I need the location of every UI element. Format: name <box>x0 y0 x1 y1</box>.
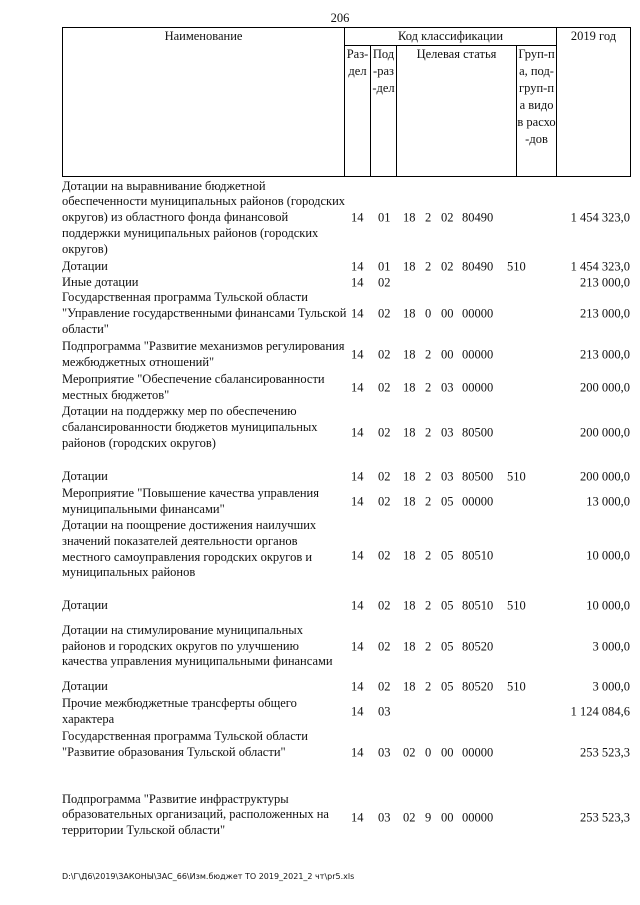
row-amount: 253 523,3 <box>580 745 630 760</box>
row-name: Дотации <box>62 598 108 613</box>
row-amount: 200 000,0 <box>580 425 630 440</box>
row-program: 18 <box>403 306 416 321</box>
table-row <box>62 485 630 518</box>
table-row <box>62 275 630 290</box>
row-section: 14 <box>351 469 364 483</box>
header-code: Код классификации <box>345 28 557 46</box>
row-amount: 1 454 323,0 <box>570 259 630 273</box>
table-row <box>62 178 630 258</box>
row-direction: 00000 <box>462 810 494 825</box>
row-program: 18 <box>403 380 416 394</box>
row-name: Мероприятие "Повышение качества управления муниципальными финансами" <box>62 485 319 516</box>
row-measure: 02 <box>441 259 454 273</box>
row-name: Мероприятие "Обеспечение сбалансированности местных бюджетов" <box>62 371 325 402</box>
row-subsection: 02 <box>378 275 391 289</box>
table-row <box>62 404 630 468</box>
row-program: 18 <box>403 679 416 694</box>
row-section: 14 <box>351 425 364 440</box>
row-subsection: 02 <box>378 347 391 361</box>
row-section: 14 <box>351 810 364 825</box>
row-amount: 213 000,0 <box>580 306 630 321</box>
row-amount: 3 000,0 <box>592 679 630 694</box>
row-subsection: 03 <box>378 810 391 825</box>
row-amount: 213 000,0 <box>580 347 630 361</box>
row-subsection: 01 <box>378 259 391 273</box>
row-name: Подпрограмма "Развитие инфраструктуры образовательных организаций, расположенных на территории Тульской области" <box>62 791 329 838</box>
table-row <box>62 338 630 371</box>
row-measure: 05 <box>441 639 454 653</box>
row-direction: 80490 <box>462 259 494 273</box>
row-subprogram: 2 <box>425 548 432 563</box>
row-direction: 00000 <box>462 347 494 361</box>
row-group: 510 <box>507 598 526 613</box>
row-direction: 80490 <box>462 210 494 225</box>
row-measure: 02 <box>441 210 454 225</box>
row-subsection: 02 <box>378 469 391 483</box>
row-amount: 1 454 323,0 <box>570 210 630 225</box>
row-amount: 200 000,0 <box>580 469 630 483</box>
table-row <box>62 679 630 695</box>
row-name: Дотации на стимулирование муниципальных районов и городских округов по улучшению качества управления муниципальными финансами <box>62 622 333 669</box>
row-group: 510 <box>507 259 526 273</box>
table-row <box>62 614 630 679</box>
row-measure: 00 <box>441 810 454 825</box>
row-name: Дотации <box>62 258 108 273</box>
row-measure: 00 <box>441 745 454 760</box>
row-program: 18 <box>403 639 416 653</box>
row-subprogram: 0 <box>425 745 432 760</box>
table-row <box>62 773 630 841</box>
row-subsection: 01 <box>378 210 391 225</box>
row-program: 18 <box>403 347 416 361</box>
row-group: 510 <box>507 679 526 694</box>
table-row <box>62 371 630 404</box>
row-measure: 03 <box>441 425 454 440</box>
row-subprogram: 2 <box>425 679 432 694</box>
table-row <box>62 598 630 614</box>
row-subsection: 03 <box>378 704 391 719</box>
file-path-footer: D:\Г\Д6\2019\ЗАКОНЫ\ЗАС_66\Изм.бюджет ТО 2019_2021_2 чт\pr5.xls <box>62 872 355 881</box>
row-subsection: 02 <box>378 380 391 394</box>
row-subsection: 02 <box>378 425 391 440</box>
row-subprogram: 2 <box>425 210 432 225</box>
table-row <box>62 729 630 773</box>
row-measure: 03 <box>441 380 454 394</box>
row-section: 14 <box>351 210 364 225</box>
row-subprogram: 2 <box>425 259 432 273</box>
row-subsection: 02 <box>378 679 391 694</box>
row-subprogram: 0 <box>425 306 432 321</box>
row-subprogram: 2 <box>425 425 432 440</box>
row-measure: 00 <box>441 347 454 361</box>
row-section: 14 <box>351 598 364 613</box>
row-direction: 00000 <box>462 745 494 760</box>
row-direction: 80510 <box>462 598 494 613</box>
row-subprogram: 2 <box>425 494 432 508</box>
header-name: Наименование <box>63 28 345 177</box>
row-section: 14 <box>351 347 364 361</box>
row-name: Дотации <box>62 468 108 483</box>
row-amount: 200 000,0 <box>580 380 630 394</box>
header-year: 2019 год <box>557 28 631 177</box>
row-direction: 80520 <box>462 639 494 653</box>
header-section: Раз-дел <box>345 46 371 177</box>
table-row <box>62 468 630 485</box>
row-section: 14 <box>351 306 364 321</box>
table-row <box>62 290 630 338</box>
row-section: 14 <box>351 704 364 719</box>
row-section: 14 <box>351 380 364 394</box>
row-name: Государственная программа Тульской области "Развитие образования Тульской области" <box>62 729 308 759</box>
row-direction: 80500 <box>462 425 494 440</box>
row-program: 18 <box>403 494 416 508</box>
row-program: 02 <box>403 745 416 760</box>
row-name: Дотации на поддержку мер по обеспечению сбалансированности бюджетов муниципальных районов (городских округов) <box>62 404 318 450</box>
row-direction: 00000 <box>462 494 494 508</box>
page-number: 206 <box>330 11 350 25</box>
table-body <box>62 178 630 841</box>
row-section: 14 <box>351 259 364 273</box>
row-amount: 10 000,0 <box>586 598 630 613</box>
row-section: 14 <box>351 275 364 289</box>
row-group: 510 <box>507 469 526 483</box>
row-amount: 253 523,3 <box>580 810 630 825</box>
row-section: 14 <box>351 548 364 563</box>
table-header <box>62 27 631 177</box>
row-subprogram: 2 <box>425 347 432 361</box>
row-subsection: 02 <box>378 494 391 508</box>
row-program: 18 <box>403 425 416 440</box>
row-subsection: 02 <box>378 306 391 321</box>
row-direction: 00000 <box>462 306 494 321</box>
row-section: 14 <box>351 494 364 508</box>
row-name: Дотации на поощрение достижения наилучших значений показателей деятельности органов местного самоуправления городских округов и муниципальных районов <box>62 518 317 580</box>
row-name: Подпрограмма "Развитие механизмов регулирования межбюджетных отношений" <box>62 338 345 369</box>
row-amount: 213 000,0 <box>580 275 630 289</box>
row-name: Государственная программа Тульской области "Управление государственными финансами Тульской области" <box>62 290 347 336</box>
header-subsection: Под-раз-дел <box>371 46 397 177</box>
row-section: 14 <box>351 639 364 653</box>
row-section: 14 <box>351 679 364 694</box>
row-subprogram: 2 <box>425 380 432 394</box>
row-subsection: 02 <box>378 598 391 613</box>
row-program: 18 <box>403 259 416 273</box>
row-measure: 05 <box>441 548 454 563</box>
row-subsection: 03 <box>378 745 391 760</box>
row-subprogram: 2 <box>425 469 432 483</box>
row-direction: 80510 <box>462 548 494 563</box>
table-row <box>62 695 630 729</box>
row-subprogram: 2 <box>425 598 432 613</box>
row-measure: 03 <box>441 469 454 483</box>
row-name: Дотации <box>62 679 108 694</box>
row-name: Дотации на выравнивание бюджетной обеспеченности муниципальных районов (городских округов) из областного фонда финансовой поддержки муниципальных районов (городских округов) <box>62 178 346 256</box>
row-name: Иные дотации <box>62 274 139 289</box>
row-amount: 1 124 084,6 <box>570 704 630 719</box>
row-measure: 05 <box>441 598 454 613</box>
row-program: 18 <box>403 210 416 225</box>
table-row <box>62 258 630 275</box>
row-name: Прочие межбюджетные трансферты общего характера <box>62 696 297 726</box>
row-subsection: 02 <box>378 548 391 563</box>
row-subprogram: 2 <box>425 639 432 653</box>
row-amount: 13 000,0 <box>586 494 630 508</box>
row-direction: 80520 <box>462 679 494 694</box>
row-amount: 3 000,0 <box>592 639 630 653</box>
row-program: 02 <box>403 810 416 825</box>
row-amount: 10 000,0 <box>586 548 630 563</box>
table-row <box>62 518 630 598</box>
row-program: 18 <box>403 548 416 563</box>
row-direction: 00000 <box>462 380 494 394</box>
row-subsection: 02 <box>378 639 391 653</box>
row-section: 14 <box>351 745 364 760</box>
row-measure: 05 <box>441 679 454 694</box>
row-direction: 80500 <box>462 469 494 483</box>
row-subprogram: 9 <box>425 810 432 825</box>
row-program: 18 <box>403 598 416 613</box>
row-measure: 05 <box>441 494 454 508</box>
row-measure: 00 <box>441 306 454 321</box>
row-program: 18 <box>403 469 416 483</box>
header-group: Груп-па, под-груп-па видов расхо-дов <box>517 46 557 177</box>
header-target: Целевая статья <box>397 46 517 177</box>
